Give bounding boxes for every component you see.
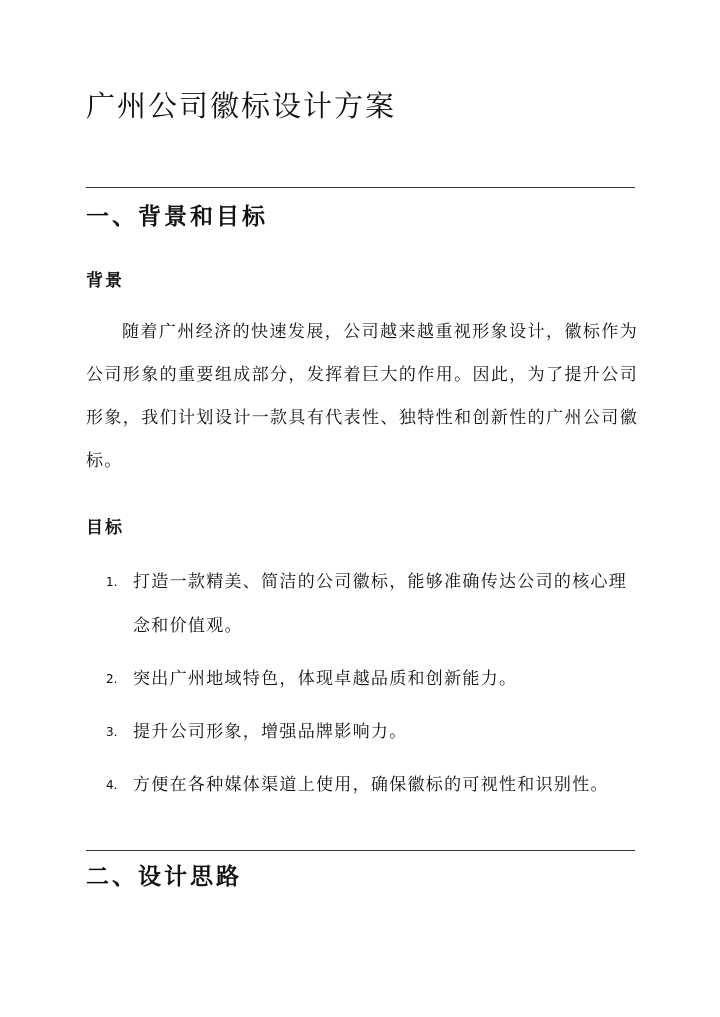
list-item — [106, 657, 636, 701]
list-item-text: 方便在各种媒体渠道上使用，确保徽标的可视性和识别性。 — [133, 775, 609, 795]
section-heading-background-goals: 一、背景和目标 — [86, 204, 268, 230]
list-item-number: 1. — [106, 575, 118, 589]
list-item-number: 4. — [106, 778, 118, 792]
list-item-text: 打造一款精美、简洁的公司徽标，能够准确传达公司的核心理念和价值观。 — [133, 572, 628, 636]
goals-list — [106, 560, 636, 816]
subheading-goals: 目标 — [86, 518, 124, 538]
list-item-text: 突出广州地域特色，体现卓越品质和创新能力。 — [133, 669, 518, 689]
list-item — [106, 763, 636, 807]
subheading-background: 背景 — [86, 271, 124, 291]
section-heading-design-ideas: 二、设计思路 — [86, 864, 242, 890]
list-item-text: 提升公司形象，增强品牌影响力。 — [133, 722, 408, 742]
background-paragraph: 随着广州经济的快速发展，公司越来越重视形象设计，徽标作为公司形象的重要组成部分，发挥着巨大的作用。因此，为了提升公司形象，我们计划设计一款具有代表性、独特性和创新性的广州公司徽标。 — [86, 322, 638, 471]
section-divider — [86, 850, 635, 851]
list-item — [106, 560, 636, 648]
list-item-number: 3. — [106, 725, 118, 739]
section-divider — [86, 187, 635, 188]
list-item-number: 2. — [106, 672, 118, 686]
document-title: 广州公司徽标设计方案 — [86, 89, 397, 123]
list-item — [106, 710, 636, 754]
